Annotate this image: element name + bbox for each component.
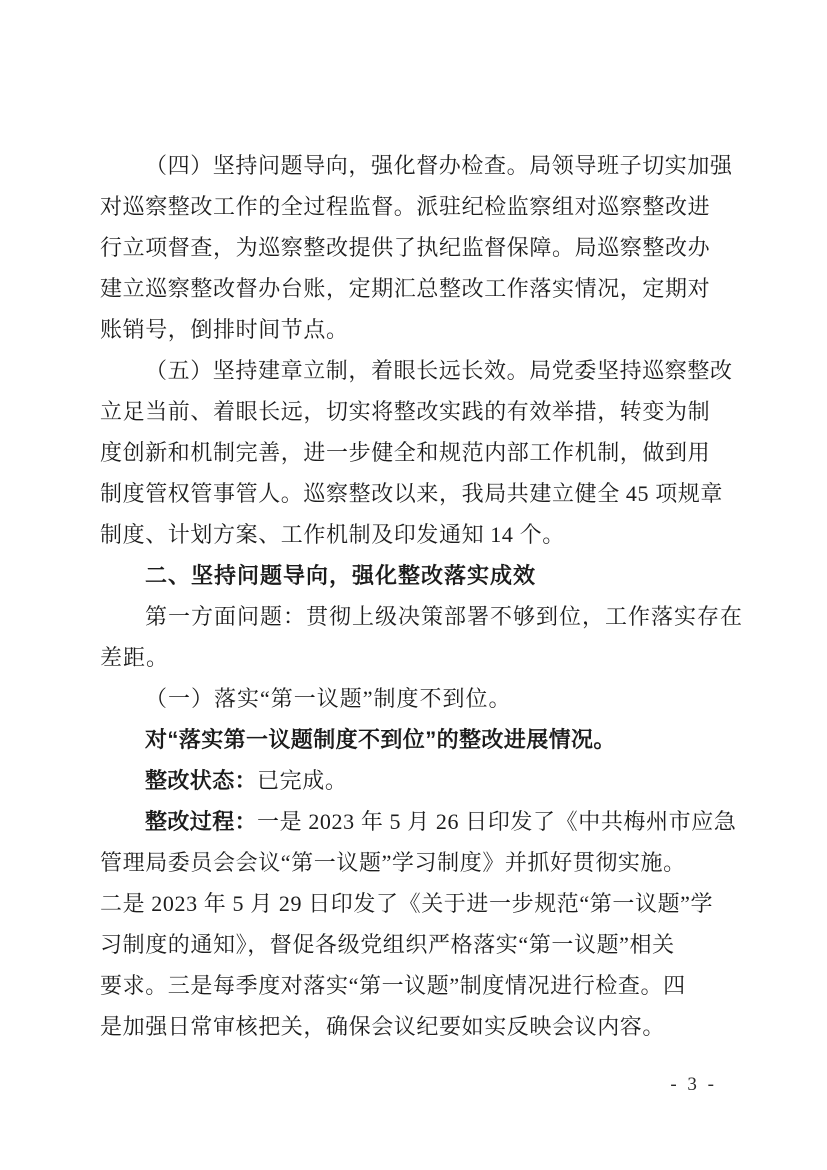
para-5-line-2: 立足当前、着眼长远，切实将整改实践的有效举措，转变为制: [100, 399, 711, 424]
process-label: 整改过程：: [145, 809, 258, 834]
para-5-line-3: 度创新和机制完善，进一步健全和规范内部工作机制，做到用: [100, 440, 711, 465]
para-4-line-2: 对巡察整改工作的全过程监督。派驻纪检监察组对巡察整改进: [100, 194, 711, 219]
para-4-line-5: 账销号，倒排时间节点。: [100, 317, 349, 342]
process-line-5: 要求。三是每季度对落实“第一议题”制度情况进行检查。四: [100, 973, 686, 998]
status-value: 已完成。: [257, 768, 348, 793]
process-line-1: [100, 801, 740, 842]
process-line-3: 二是 2023 年 5 月 29 日印发了《关于进一步规范“第一议题”学: [100, 891, 714, 916]
process-line-2: 管理局委员会会议“第一议题”学习制度》并抓好贯彻实施。: [100, 850, 686, 875]
page-number: - 3 -: [670, 1074, 717, 1095]
para-5-line-5: 制度、计划方案、工作机制及印发通知 14 个。: [100, 522, 565, 547]
para-4-line-4: 建立巡察整改督办台账，定期汇总整改工作落实情况，定期对: [100, 276, 711, 301]
status-line: [100, 760, 740, 801]
para-5-line-4: 制度管权管事管人。巡察整改以来，我局共建立健全 45 项规章: [100, 481, 724, 506]
process-line-6: 是加强日常审核把关，确保会议纪要如实反映会议内容。: [100, 1014, 666, 1039]
para-4-line-3: 行立项督查，为巡察整改提供了执纪监督保障。局巡察整改办: [100, 235, 711, 260]
process-text-start: 一是 2023 年 5 月 26 日印发了《中共梅州市应急: [257, 809, 737, 834]
para-5-line-1: （五）坚持建章立制，着眼长远长效。局党委坚持巡察整改: [145, 358, 733, 383]
sub-item-1-heading: （一）落实“第一议题”制度不到位。: [145, 686, 512, 711]
section-2-heading: 二、坚持问题导向，强化整改落实成效: [145, 563, 537, 588]
status-label: 整改状态：: [145, 768, 258, 793]
progress-heading: 对“落实第一议题制度不到位”的整改进展情况。: [145, 727, 616, 752]
issue-aspect-line-1: 第一方面问题：贯彻上级决策部署不够到位，工作落实存在: [145, 604, 744, 629]
para-4-line-1: （四）坚持问题导向，强化督办检查。局领导班子切实加强: [145, 153, 733, 178]
issue-aspect-line-2: 差距。: [100, 645, 170, 670]
process-line-4: 习制度的通知》，督促各级党组织严格落实“第一议题”相关: [100, 932, 675, 957]
document-body: [100, 145, 744, 1047]
